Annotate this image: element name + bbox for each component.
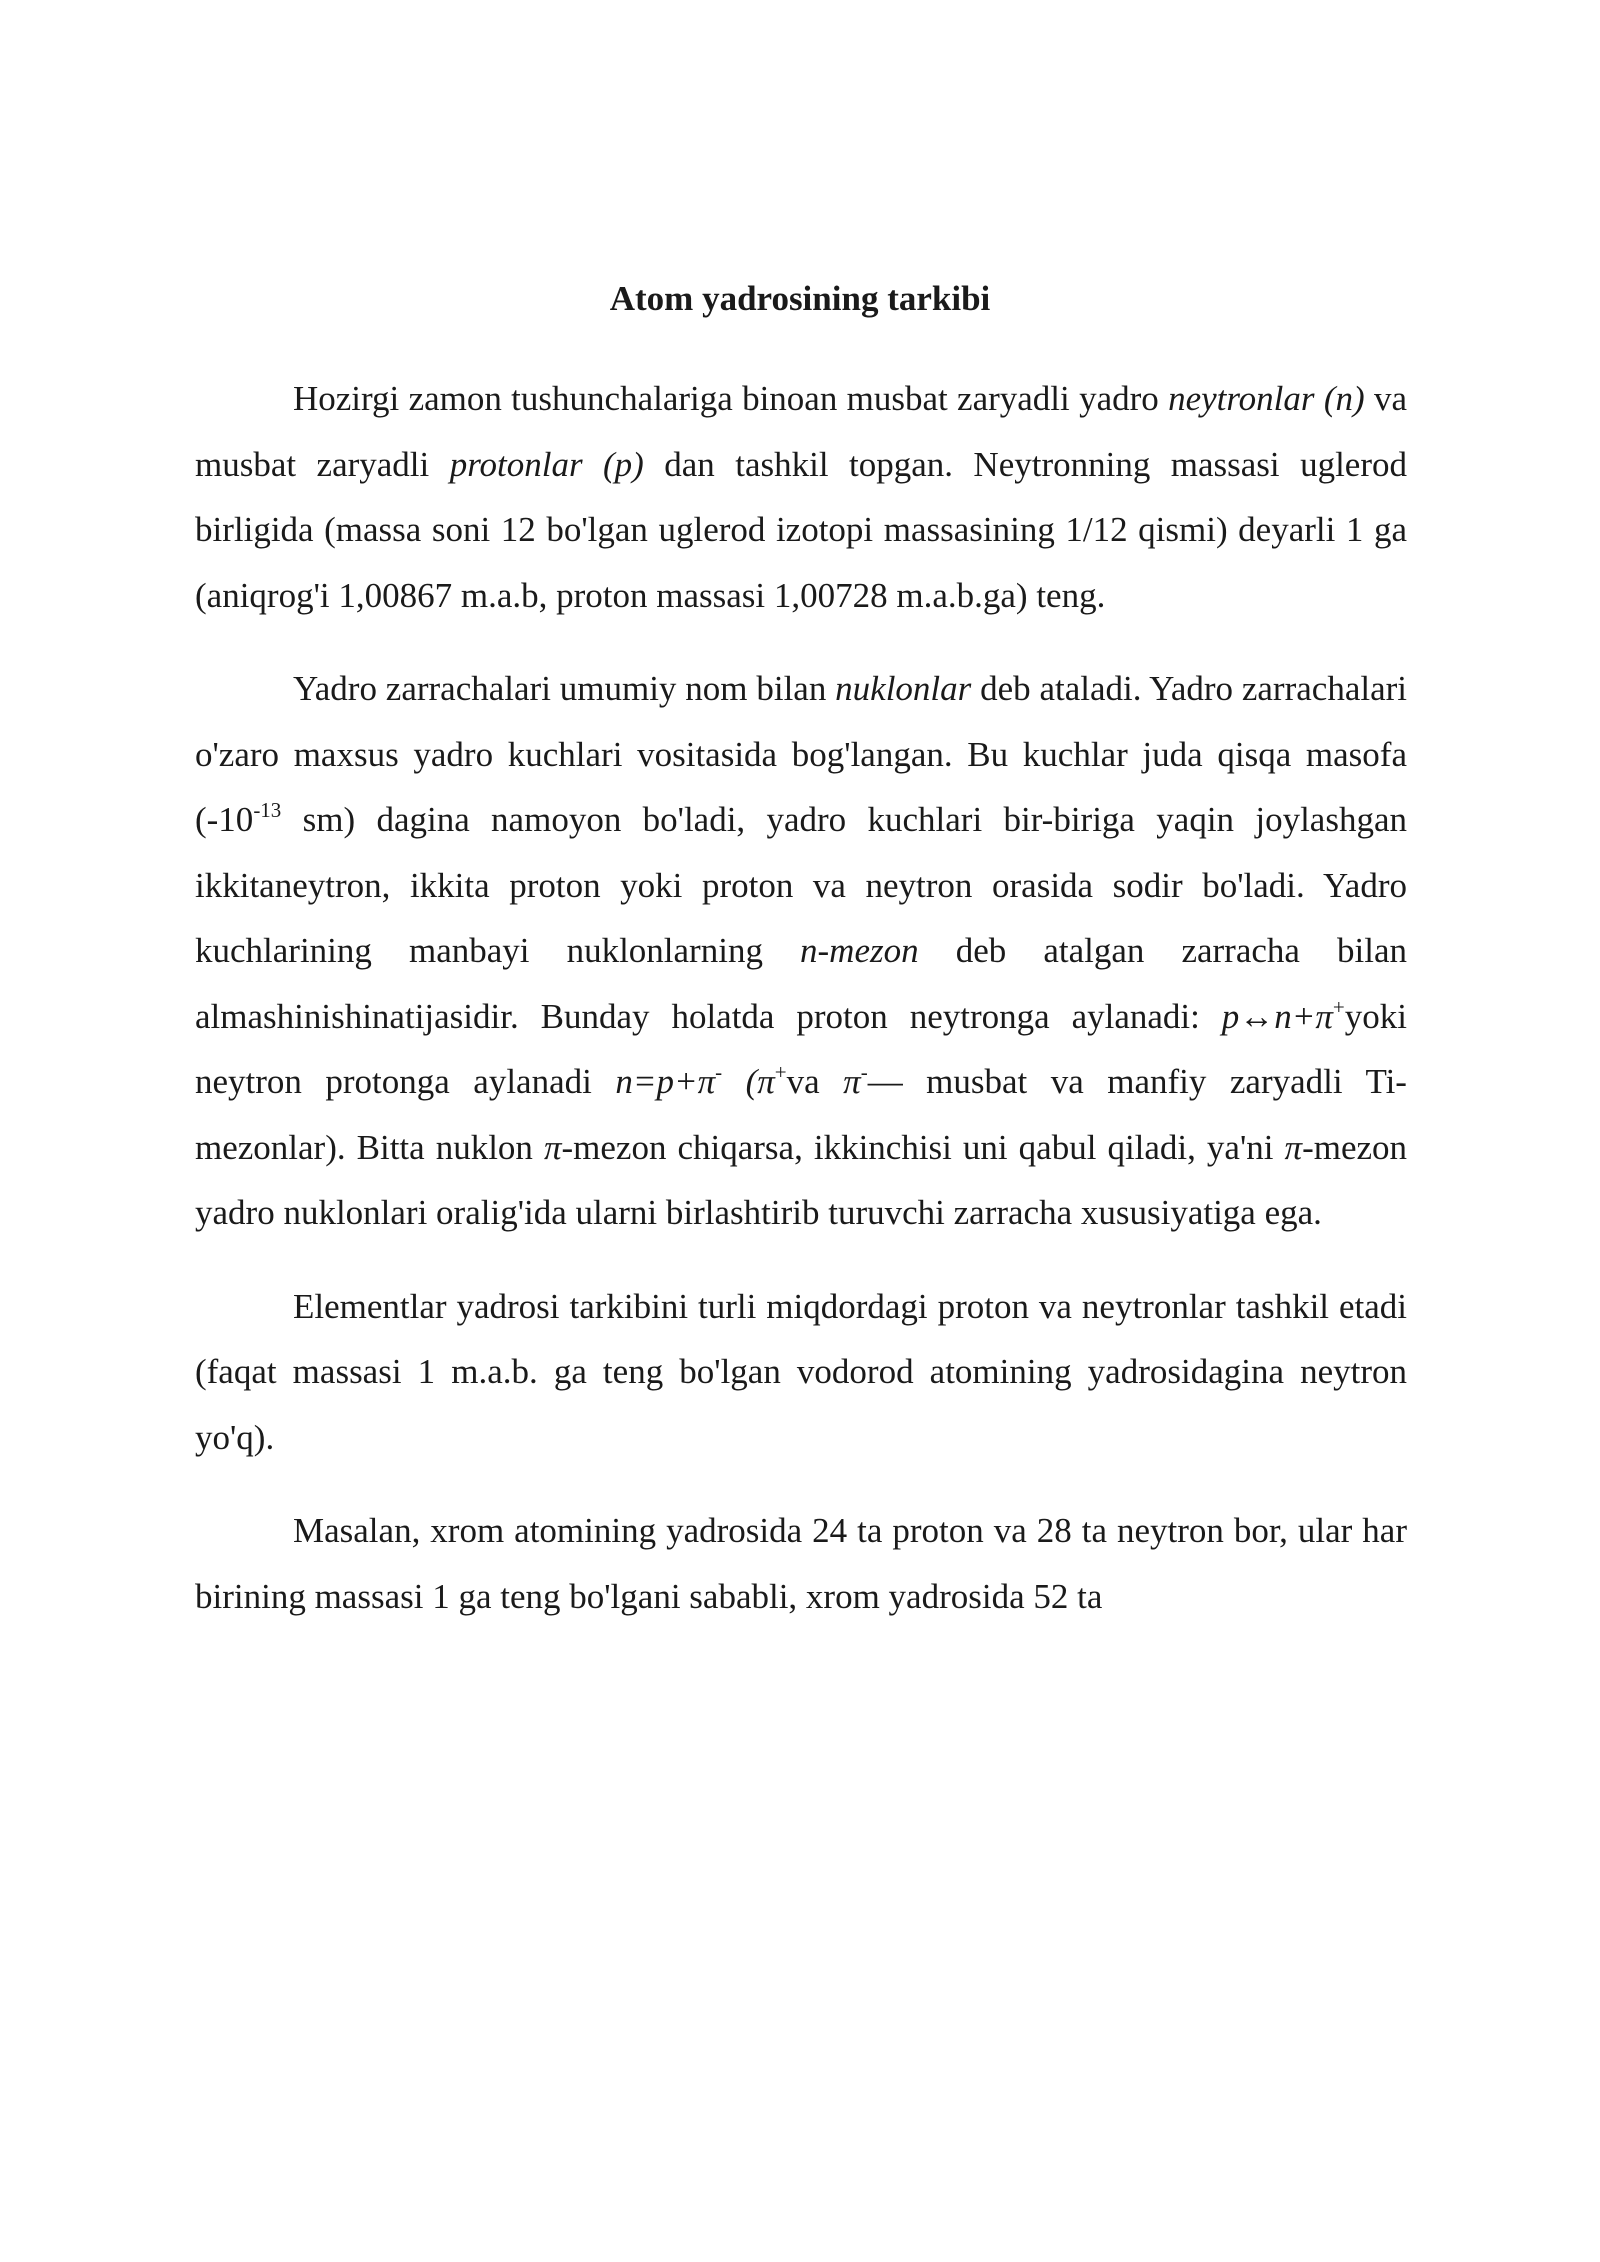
- superscript-charge: +: [1332, 994, 1345, 1019]
- paragraph-2: [195, 656, 1407, 1246]
- formula-pi-plus: (π: [722, 1062, 775, 1101]
- superscript-charge: -: [715, 1060, 723, 1084]
- italic-term-protonlar: protonlar (p): [449, 444, 644, 484]
- superscript-charge: -: [860, 1060, 868, 1084]
- text-run: -mezon chiqarsa, ikkinchisi uni qabul qiladi, ya'ni: [561, 1127, 1285, 1167]
- text-run: va: [786, 1062, 844, 1101]
- text-run: Masalan, xrom atomining yadrosida 24 ta proton va 28 ta neytron bor, ular har birining massasi 1 ga teng bo'lgani sababli, xrom yadrosida 52 ta: [195, 1511, 1407, 1616]
- paragraph-4: [195, 1498, 1407, 1629]
- text-run: Elementlar yadrosi tarkibini turli miqdordagi proton va neytronlar tashkil etadi (faqat massasi 1 m.a.b. ga teng bo'lgan vodorod atomining yadrosidagina neytron yo'q).: [195, 1286, 1407, 1457]
- symbol-pi: π: [1284, 1127, 1303, 1167]
- text-run: deb ataladi. Yadro zarrachalari o'zaro maxsus yadro kuchlari vositasida bog'langan. Bu kuchlar juda qisqa masofa (-10: [195, 669, 1407, 839]
- text-run: deb atalgan zarracha bilan almashinishinatijasidir. Bunday holatda proton neytronga aylanadi:: [195, 931, 1408, 1036]
- document-title: Atom yadrosining tarkibi: [609, 279, 991, 318]
- text-run: sm) dagina namoyon bo'ladi, yadro kuchlari bir-biriga yaqin joylashgan ikkitaneytron, ikkita proton yoki proton va neytron orasida sodir bo'ladi. Yadro kuchlarining manbayi nuklonlarning: [195, 800, 1407, 970]
- superscript-charge: +: [774, 1060, 787, 1084]
- italic-term-nuklonlar: nuklonlar: [835, 669, 972, 708]
- italic-term-n-mezon: n-mezon: [800, 931, 919, 970]
- formula-pi-minus: π: [843, 1062, 861, 1101]
- document-body: [195, 366, 1407, 1629]
- symbol-pi: π: [543, 1127, 562, 1167]
- text-run: yoki neytron protonga aylanadi: [195, 996, 1407, 1101]
- text-run: — musbat va manfiy zaryadli Ti-mezonlar). Bitta nuklon: [195, 1062, 1407, 1167]
- paragraph-3: [195, 1274, 1407, 1471]
- paragraph-1: [195, 366, 1407, 628]
- formula-neutron-proton: n=p+π: [615, 1062, 716, 1101]
- italic-term-neytronlar: neytronlar (n): [1168, 379, 1365, 418]
- text-run: va musbat zaryadli: [195, 379, 1407, 484]
- superscript-exponent: -13: [253, 798, 282, 822]
- text-run: dan tashkil topgan. Neytronning massasi uglerod birligida (massa soni 12 bo'lgan uglerod izotopi massasining 1/12 qismi) deyarli 1 ga (aniqrog'i 1,00867 m.a.b, proton massasi 1,00728 m.a.b.ga) teng.: [195, 444, 1408, 615]
- text-run: Hozirgi zamon tushunchalariga binoan musbat zaryadli yadro: [293, 379, 1169, 418]
- formula-proton-neutron: p↔n+π: [1221, 996, 1333, 1036]
- text-run: -mezon yadro nuklonlari oralig'ida ularni birlashtirib turuvchi zarracha xususiyatiga ega.: [195, 1127, 1408, 1232]
- text-run: Yadro zarrachalari umumiy nom bilan: [293, 669, 836, 708]
